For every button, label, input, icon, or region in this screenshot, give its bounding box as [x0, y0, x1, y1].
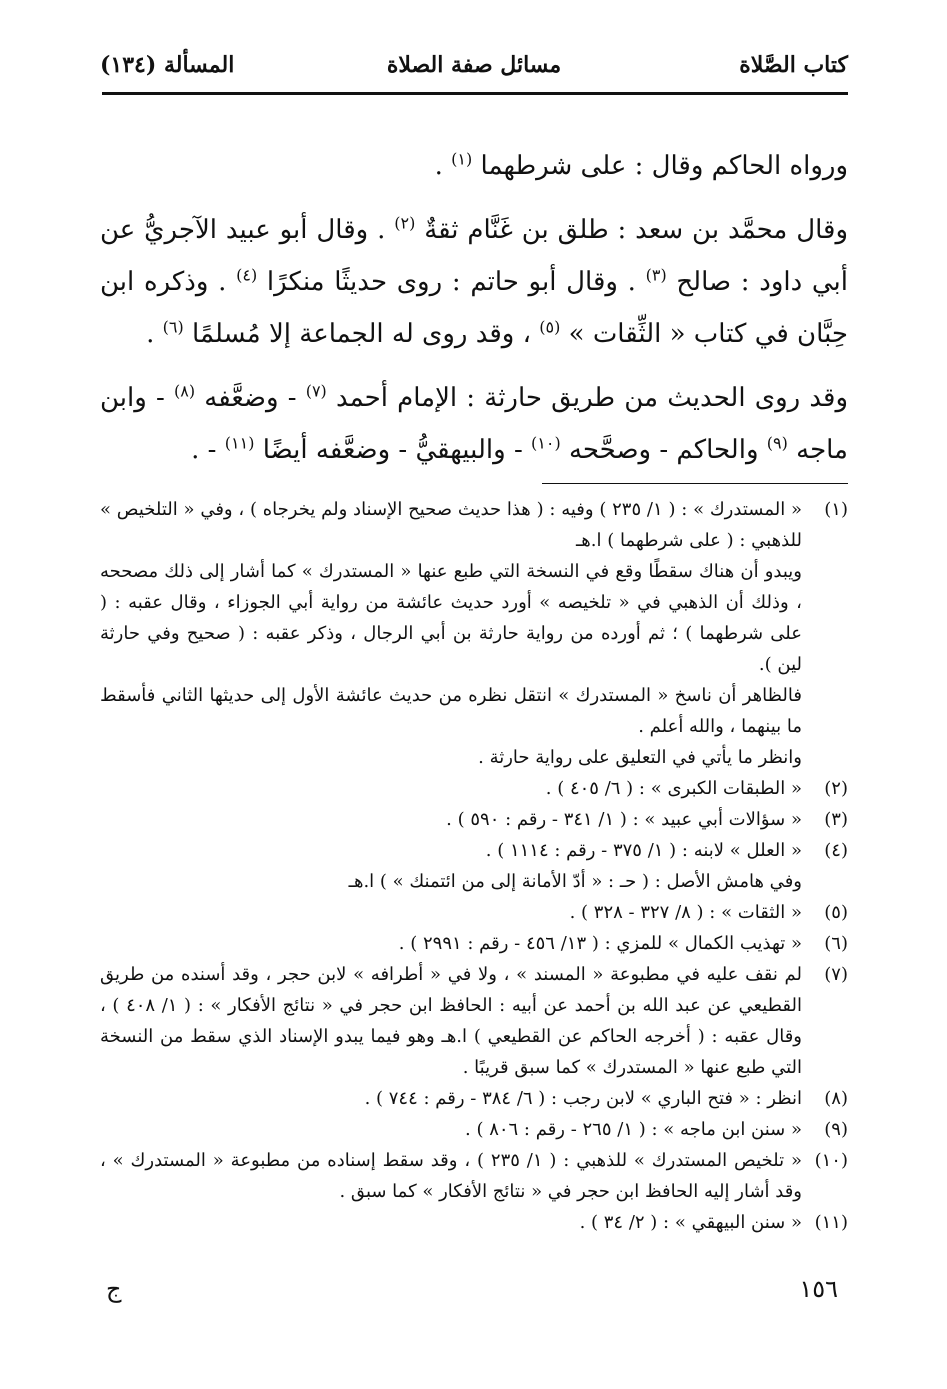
footnote-text: « سنن ابن ماجه » : ( ١/ ٢٦٥ - رقم : ٨٠٦ ) . [465, 1119, 802, 1140]
footnotes [100, 494, 848, 1238]
footnote-ref-10: (١٠) [531, 433, 561, 453]
footnote-ref-11: (١١) [224, 433, 255, 453]
footnote-ref-4: (٤) [236, 265, 258, 285]
text-run: والحاكم - وصحَّحه [568, 435, 759, 465]
paragraph-1 [100, 140, 848, 192]
footnote-text: لم نقف عليه في مطبوعة « المسند » ، ولا في « أطرافه » لابن حجر ، وقد أسنده من طريق القطيعي عن عبد الله بن أحمد عن أبيه : الحافظ ابن حجر في « نتائج الأفكار » : ( ١/ ٤٠٨ ) ، وقال عقبه : ( أخرجه الحاكم عن القطيعي ) ا.هـ وهو فيما يبدو الإسناد الذي سقط من النسخة التي طبع عنها « المستدرك » كما سبق قريبًا . [100, 964, 802, 1078]
footnote-ref-7: (٧) [305, 381, 327, 401]
footnote-2 [100, 773, 848, 804]
footnote-ref-6: (٦) [162, 317, 184, 337]
main-text [100, 140, 848, 476]
text-run: وقد روى الحديث من طريق حارثة : الإمام أحمد [335, 383, 849, 413]
page-footer [100, 1275, 848, 1311]
footnote-text: انظر : « فتح الباري » لابن رجب : ( ٦/ ٣٨٤ - رقم : ٧٤٤ ) . [364, 1088, 802, 1109]
text-run: ورواه الحاكم وقال : على شرطهما [480, 151, 848, 181]
text-run: - وابن ماجه [100, 383, 848, 465]
footnote-number: (١١) [814, 1212, 848, 1233]
text-run: - . [191, 435, 217, 465]
footnote-9 [100, 1114, 848, 1145]
footnote-number: (٩) [824, 1119, 848, 1140]
paragraph-3 [100, 372, 848, 476]
header-rule [102, 92, 848, 95]
footnote-text: « سؤالات أبي عبيد » : ( ١/ ٣٤١ - رقم : ٥٩٠ ) . [446, 809, 802, 830]
footnote-ref-5: (٥) [539, 317, 561, 337]
footnote-text: « تهذيب الكمال » للمزي : ( ١٣/ ٤٥٦ - رقم : ٢٩٩١ ) . [398, 933, 802, 954]
running-header [100, 50, 848, 94]
footnote-1-continuation: ويبدو أن هناك سقطًا وقع في النسخة التي طبع عنها « المستدرك » كما أشار إلى ذلك مصححه ، وذلك أن الذهبي في « تلخيصه » أورد حديث عائشة من رواية أبي الجوزاء ، وقال عقبه : ( على شرطهما ) ؛ ثم أورده من رواية حارثة بن أبي الرجال ، وذكر عقبه : ( صحيح وفي حارثة لين ). [100, 561, 802, 675]
footnote-number: (٤) [824, 840, 848, 861]
footnote-number: (٣) [824, 809, 848, 830]
footnote-ref-3: (٣) [645, 265, 667, 285]
footnote-1 [100, 494, 848, 556]
signature-mark: ج [106, 1275, 122, 1303]
text-run: . [146, 319, 155, 349]
footnote-separator [542, 483, 848, 484]
footnote-5 [100, 897, 848, 928]
footnote-number: (١٠) [814, 1150, 848, 1171]
header-book-title: كتاب الصَّلاة [739, 52, 848, 78]
footnote-number: (٨) [824, 1088, 848, 1109]
header-chapter-title: مسائل صفة الصلاة [386, 52, 562, 78]
footnote-number: (٢) [824, 778, 848, 799]
footnote-ref-1: (١) [451, 149, 473, 169]
footnote-ref-9: (٩) [766, 433, 788, 453]
footnote-4-continuation: وفي هامش الأصل : ( حـ : « أدّ الأمانة إلى من ائتمنك » ) ا.هـ [348, 871, 802, 892]
footnote-number: (١) [824, 499, 848, 520]
text-run: . وذكره ابن حِبَّان في كتاب « الثِّقات » [100, 267, 848, 349]
text-run: ، وقد روى له الجماعة إلا مُسلمًا [192, 319, 532, 349]
text-run: . [434, 151, 443, 181]
footnote-text: « الطبقات الكبرى » : ( ٦/ ٤٠٥ ) . [545, 778, 802, 799]
footnote-text: « العلل » لابنه : ( ١/ ٣٧٥ - رقم : ١١١٤ ) . [485, 840, 802, 861]
text-run: . وقال أبو عبيد الآجريُّ عن أبي داود : صالح [100, 215, 849, 297]
footnote-3 [100, 804, 848, 835]
footnote-6 [100, 928, 848, 959]
footnote-4 [100, 835, 848, 866]
footnote-1-continuation: وانظر ما يأتي في التعليق على رواية حارثة . [478, 747, 802, 768]
footnote-ref-2: (٢) [394, 213, 416, 233]
footnote-number: (٦) [824, 933, 848, 954]
footnote-number: (٧) [824, 964, 848, 985]
footnote-7 [100, 959, 848, 1083]
footnote-text: « سنن البيهقي » : ( ٢/ ٣٤ ) . [579, 1212, 802, 1233]
page-number: ١٥٦ [799, 1275, 838, 1303]
text-run: . وقال أبو حاتم : روى حديثًا منكرًا [266, 267, 636, 297]
text-run: وقال محمَّد بن سعد : طلق بن غَنَّام ثقةٌ [424, 215, 849, 245]
paragraph-2 [100, 204, 848, 360]
footnote-text: « تلخيص المستدرك » للذهبي : ( ١/ ٢٣٥ ) ، وقد سقط إسناده من مطبوعة « المستدرك » ، وقد أشار إليه الحافظ ابن حجر في « نتائج الأفكار » كما سبق . [100, 1150, 802, 1202]
footnote-8 [100, 1083, 848, 1114]
footnote-ref-8: (٨) [173, 381, 196, 401]
text-run: - وضعَّفه [204, 383, 297, 413]
footnote-11 [100, 1207, 848, 1238]
footnote-text: « الثقات » : ( ٨/ ٣٢٧ - ٣٢٨ ) . [569, 902, 802, 923]
text-run: - والبيهقيُّ - وضعَّفه أيضًا [262, 435, 523, 465]
footnote-text: « المستدرك » : ( ١/ ٢٣٥ ) وفيه : ( هذا حديث صحيح الإسناد ولم يخرجاه ) ، وفي « التلخيص » للذهبي : ( على شرطهما ) ا.هـ [100, 499, 802, 551]
footnote-1-continuation: فالظاهر أن ناسخ « المستدرك » انتقل نظره من حديث عائشة الأول إلى حديثها الثاني فأسقط ما بينهما ، والله أعلم . [100, 685, 802, 737]
header-issue-number: المسألة (١٣٤) [100, 52, 235, 78]
footnote-number: (٥) [824, 902, 848, 923]
footnote-10 [100, 1145, 848, 1207]
